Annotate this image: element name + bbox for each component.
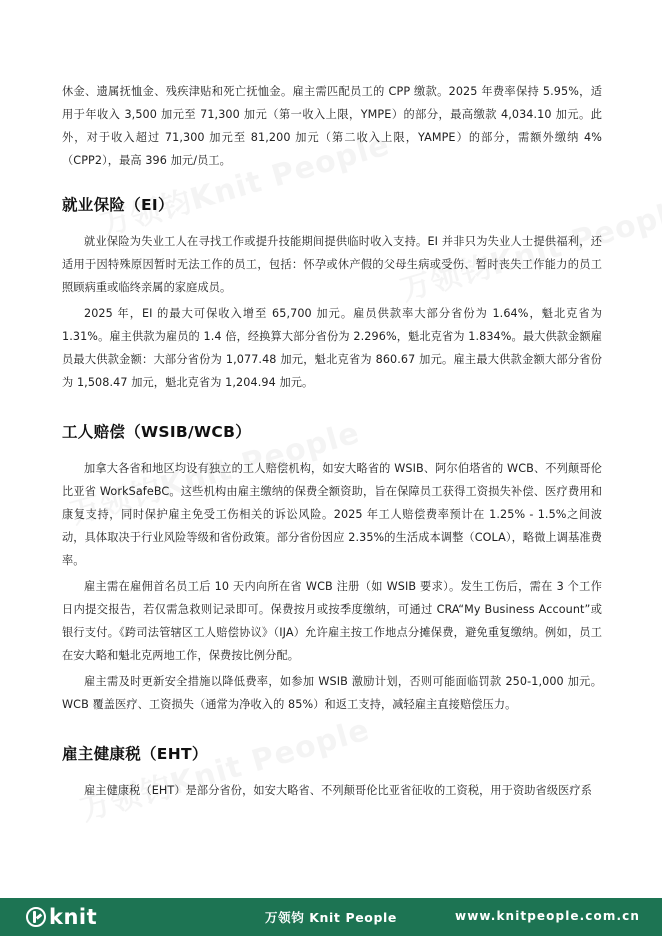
wsib-paragraph-2: 雇主需在雇佣首名员工后 10 天内向所在省 WCB 注册（如 WSIB 要求）。发生工伤后，需在 3 个工作日内提交报告，若仅需急救则记录即可。保费按月或按季度缴纳，可通过 CRA“My Business Account”或银行支付。《跨司法管辖区工人赔偿协议》（IJA）允许雇主按工作地点分摊保费，避免重复缴纳。例如，员工在安大略和魁北克两地工作，保费按比例分配。 (62, 580, 602, 662)
footer-brand-name: 万领钧 Knit People (265, 910, 397, 925)
document-body (62, 80, 602, 802)
ei-paragraph-2: 2025 年，EI 的最大可保收入增至 65,700 加元。雇员供款率大部分省份为 1.64%，魁北克省为 1.31%。雇主供款为雇员的 1.4 倍，经换算大部分省份为 2.296%，魁北克省为 1.834%。最大供款金额雇员最大供款金额：大部分省份为 1,077.48 加元，魁北克省为 860.67 加元。雇主最大供款金额大部分省份为 1,508.47 加元，魁北克省为 1,204.94 加元。 (62, 307, 602, 389)
eht-paragraph-1: 雇主健康税（EHT）是部分省份，如安大略省、不列颠哥伦比亚省征收的工资税，用于资助省级医疗系 (84, 784, 592, 797)
section-heading-eht: 雇主健康税（EHT） (62, 745, 208, 763)
section-heading-ei: 就业保险（EI） (62, 196, 174, 214)
wsib-paragraph-1: 加拿大各省和地区均设有独立的工人赔偿机构，如安大略省的 WSIB、阿尔伯塔省的 WCB、不列颠哥伦比亚省 WorkSafeBC。这些机构由雇主缴纳的保费全额资助，旨在保障员工获得工资损失补偿、医疗费用和康复支持，同时保护雇主免受工伤相关的诉讼风险。2025 年工人赔偿费率预计在 1.25% - 1.5%之间波动，具体取决于行业风险等级和省份政策。部分省份因应 2.35%的生活成本调整（COLA），略微上调基准费率。 (62, 462, 602, 567)
wsib-paragraph-3: 雇主需及时更新安全措施以降低费率，如参加 WSIB 激励计划，否则可能面临罚款 250-1,000 加元。WCB 覆盖医疗、工资损失（通常为净收入的 85%）和返工支持，减轻雇主直接赔偿压力。 (62, 675, 602, 711)
logo-text: knit (49, 905, 98, 929)
section-heading-wsib: 工人赔偿（WSIB/WCB） (62, 423, 251, 441)
footer-website-link[interactable]: www.knitpeople.com.cn (455, 909, 640, 923)
footer-bar (0, 898, 662, 936)
ei-paragraph-1: 就业保险为失业工人在寻找工作或提升技能期间提供临时收入支持。EI 并非只为失业人士提供福利，还适用于因特殊原因暂时无法工作的员工，包括：怀孕或休产假的父母生病或受伤、暂时丧失工作能力的员工照顾病重或临终亲属的家庭成员。 (62, 235, 602, 294)
intro-paragraph: 休金、遗属抚恤金、残疾津贴和死亡抚恤金。雇主需匹配员工的 CPP 缴款。2025 年费率保持 5.95%，适用于年收入 3,500 加元至 71,300 加元（第一收入上限，YMPE）的部分，最高缴款 4,034.10 加元。此外，对于收入超过 71,300 加元至 81,200 加元（第二收入上限，YAMPE）的部分，需额外缴纳 4%（CPP2），最高 396 加元/员工。 (62, 85, 602, 167)
